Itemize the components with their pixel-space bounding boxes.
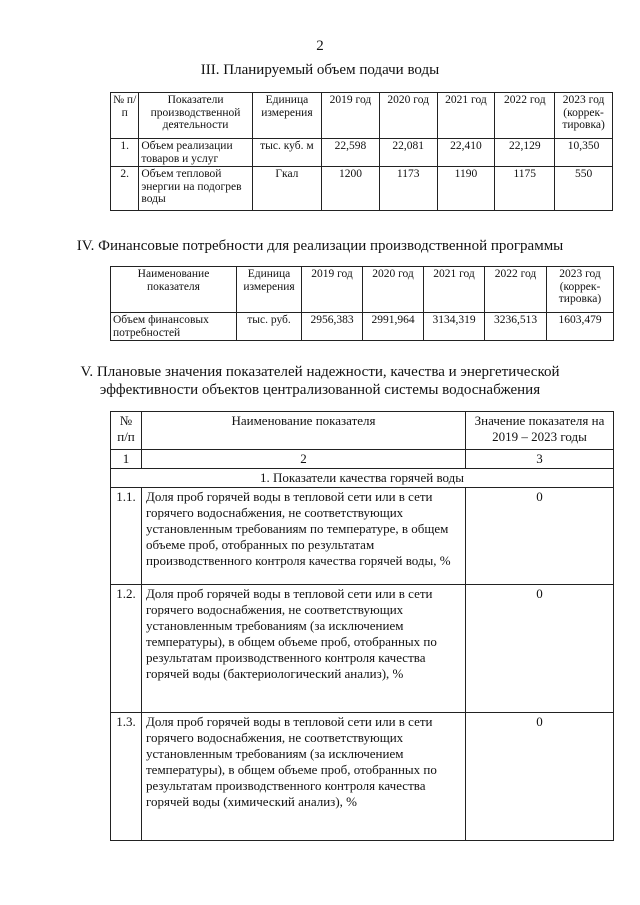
financial-needs-table	[110, 266, 614, 341]
value-cell: 3236,513	[485, 313, 547, 341]
table-row	[111, 488, 614, 585]
unit-cell: тыс. руб.	[237, 313, 302, 341]
indicator-name: Объем реализации товаров и услуг	[139, 139, 252, 167]
value-cell: 1190	[437, 167, 495, 211]
header-cell: Единица измерения	[252, 93, 321, 139]
table-row	[111, 585, 614, 713]
indicator-name: Доля проб горячей воды в тепловой сети или в сети горячего водоснабжения, не соответствующих установленным требованиям (за исключением температуры), в общем объеме проб, отобранных по результатам производственного контроля качества горячей воды (бактериологический анализ), %	[142, 585, 466, 713]
table-row	[111, 713, 614, 841]
table-row	[111, 167, 613, 211]
value-cell: 22,410	[437, 139, 495, 167]
header-cell: 2022 год	[495, 93, 555, 139]
value-cell: 22,129	[495, 139, 555, 167]
value-cell: 1200	[322, 167, 380, 211]
section-4-title: IV. Финансовые потребности для реализации производственной программы	[76, 238, 564, 254]
quality-indicators-table	[110, 411, 614, 841]
header-cell: Единица измерения	[237, 267, 302, 313]
header-cell: 2021 год	[424, 267, 485, 313]
header-cell: Показатели производственной деятельности	[139, 93, 252, 139]
section-5-title-line1: V. Плановые значения показателей надежности, качества и энергетической	[80, 364, 560, 380]
column-number: 3	[466, 450, 614, 469]
value-cell: 1175	[495, 167, 555, 211]
value-cell: 1603,479	[547, 313, 614, 341]
value-cell: 0	[466, 713, 614, 841]
header-cell: 2019 год	[322, 93, 380, 139]
column-number: 2	[142, 450, 466, 469]
row-number: 2.	[111, 167, 139, 211]
group-title-row	[111, 469, 614, 488]
table-header-row	[111, 267, 614, 313]
table-header-row	[111, 93, 613, 139]
value-cell: 10,350	[555, 139, 613, 167]
header-cell: 2019 год	[302, 267, 363, 313]
row-number: 1.1.	[111, 488, 142, 585]
header-cell: Значение показателя на 2019 – 2023 годы	[466, 412, 614, 450]
supply-volume-table	[110, 92, 613, 211]
indicator-name: Объем тепловой энергии на подогрев воды	[139, 167, 252, 211]
page-number: 2	[316, 38, 324, 54]
row-number: 1.3.	[111, 713, 142, 841]
value-cell: 0	[466, 488, 614, 585]
header-cell: 2023 год (коррек-тировка)	[555, 93, 613, 139]
header-cell: № п/п	[111, 93, 139, 139]
table-header-row	[111, 412, 614, 450]
table-row	[111, 313, 614, 341]
value-cell: 22,081	[379, 139, 437, 167]
header-cell: 2020 год	[363, 267, 424, 313]
table-row	[111, 139, 613, 167]
header-cell: № п/п	[111, 412, 142, 450]
unit-cell: тыс. куб. м	[252, 139, 321, 167]
value-cell: 0	[466, 585, 614, 713]
column-number-row	[111, 450, 614, 469]
row-number: 1.2.	[111, 585, 142, 713]
indicator-name: Доля проб горячей воды в тепловой сети или в сети горячего водоснабжения, не соответствующих установленным требованиям (за исключением температуры), в общем объеме проб, отобранных по результатам производственного контроля качества горячей воды (химический анализ), %	[142, 713, 466, 841]
indicator-name: Объем финансовых потребностей	[111, 313, 237, 341]
header-cell: 2023 год (коррек-тировка)	[547, 267, 614, 313]
header-cell: 2020 год	[379, 93, 437, 139]
value-cell: 3134,319	[424, 313, 485, 341]
row-number: 1.	[111, 139, 139, 167]
column-number: 1	[111, 450, 142, 469]
header-cell: 2022 год	[485, 267, 547, 313]
header-cell: Наименование показателя	[142, 412, 466, 450]
header-cell: 2021 год	[437, 93, 495, 139]
section-5-title-line2: эффективности объектов централизованной системы водоснабжения	[99, 382, 541, 398]
value-cell: 1173	[379, 167, 437, 211]
value-cell: 22,598	[322, 139, 380, 167]
indicator-name: Доля проб горячей воды в тепловой сети или в сети горячего водоснабжения, не соответствующих установленным требованиям по температуре, в общем объеме проб, отобранных по результатам производственного контроля качества горячей воды, %	[142, 488, 466, 585]
value-cell: 2956,383	[302, 313, 363, 341]
group-title: 1. Показатели качества горячей воды	[111, 469, 614, 488]
value-cell: 550	[555, 167, 613, 211]
unit-cell: Гкал	[252, 167, 321, 211]
header-cell: Наименование показателя	[111, 267, 237, 313]
value-cell: 2991,964	[363, 313, 424, 341]
section-3-title: III. Планируемый объем подачи воды	[200, 62, 440, 78]
